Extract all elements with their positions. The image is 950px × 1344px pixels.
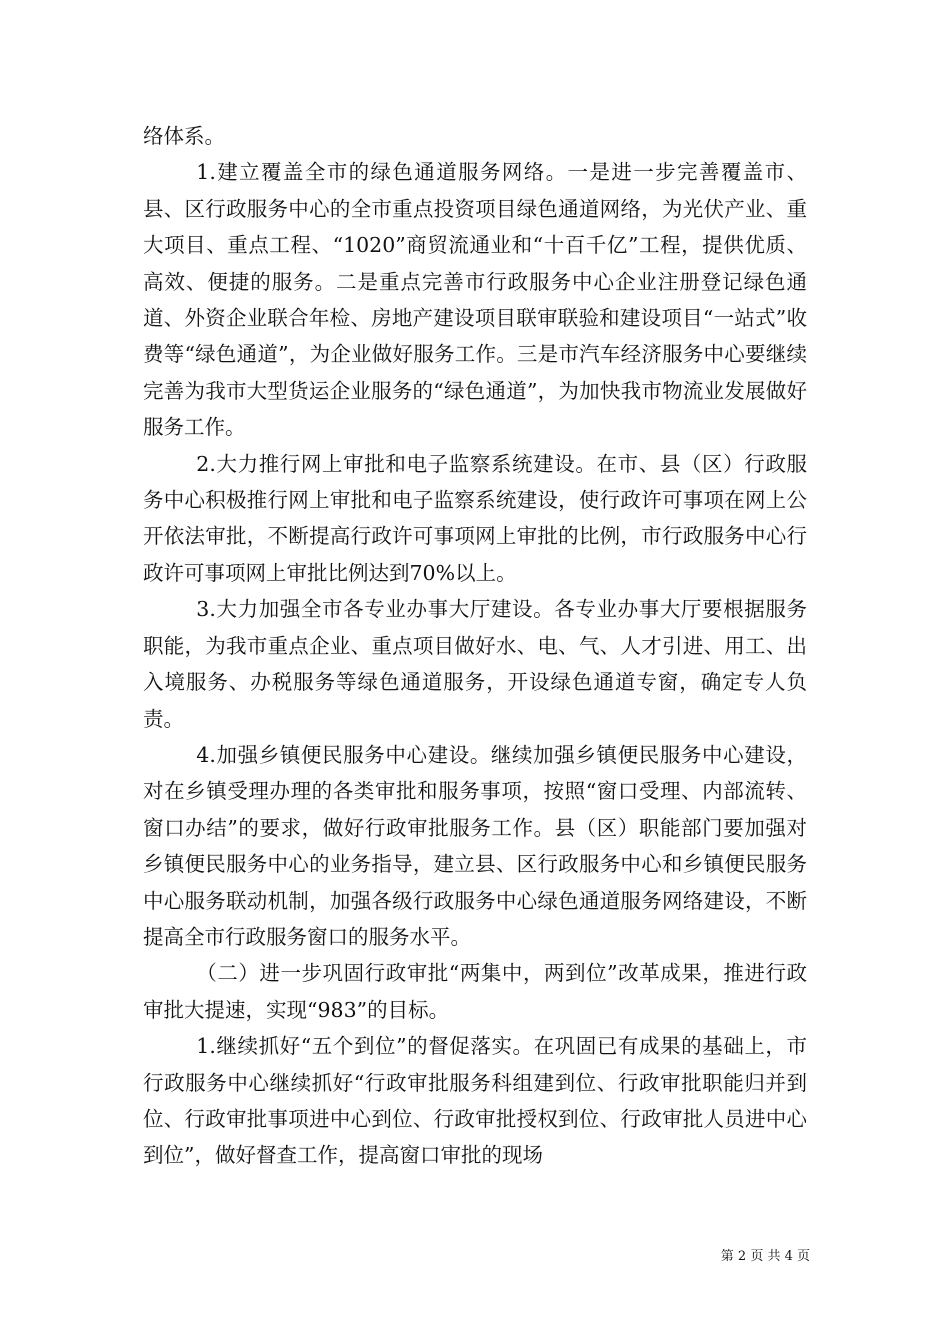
paragraph-continuation: 络体系。 bbox=[143, 124, 225, 148]
paragraph-green-channel-network: 1.建立覆盖全市的绿色通道服务网络。一是进一步完善覆盖市、县、区行政服务中心的全市重点投资项目绿色通道网络，为光伏产业、重大项目、重点工程、“1020”商贸流通业和“十百千亿”工程，提供优质、高效、便捷的服务。二是重点完善市行政服务中心企业注册登记绿色通道、外资企业联合年检、房地产建设项目联审联验和建设项目“一站式”收费等“绿色通道”，为企业做好服务工作。三是市汽车经济服务中心要继续完善为我市大型货运企业服务的“绿色通道”，为加快我市物流业发展做好服务工作。 bbox=[143, 160, 807, 440]
paragraph-five-in-place: 1.继续抓好“五个到位”的督促落实。在巩固已有成果的基础上，市行政服务中心继续抓好“行政审批服务科组建到位、行政审批职能归并到位、行政审批事项进中心到位、行政审批授权到位、行政审批人员进中心到位”，做好督查工作，提高窗口审批的现场 bbox=[143, 1034, 807, 1168]
section-heading-two: （二）进一步巩固行政审批“两集中，两到位”改革成果，推进行政审批大提速，实现“983”的目标。 bbox=[143, 961, 807, 1022]
paragraph-service-halls: 3.大力加强全市各专业办事大厅建设。各专业办事大厅要根据服务职能，为我市重点企业、重点项目做好水、电、气、人才引进、用工、出入境服务、办税服务等绿色通道服务，开设绿色通道专窗，确定专人负责。 bbox=[143, 597, 807, 731]
paragraph-township-centers: 4.加强乡镇便民服务中心建设。继续加强乡镇便民服务中心建设，对在乡镇受理办理的各类审批和服务事项，按照“窗口受理、内部流转、窗口办结”的要求，做好行政审批服务工作。县（区）职能部门要加强对乡镇便民服务中心的业务指导，建立县、区行政服务中心和乡镇便民服务中心服务联动机制，加强各级行政服务中心绿色通道服务网络建设，不断提高全市行政服务窗口的服务水平。 bbox=[143, 742, 807, 949]
page-number: 第 2 页 共 4 页 bbox=[720, 1249, 810, 1264]
body-text bbox=[143, 118, 807, 1174]
paragraph-online-approval: 2.大力推行网上审批和电子监察系统建设。在市、县（区）行政服务中心积极推行网上审批和电子监察系统建设，使行政许可事项在网上公开依法审批，不断提高行政许可事项网上审批的比例，市行政服务中心行政许可事项网上审批比例达到70%以上。 bbox=[143, 451, 807, 585]
